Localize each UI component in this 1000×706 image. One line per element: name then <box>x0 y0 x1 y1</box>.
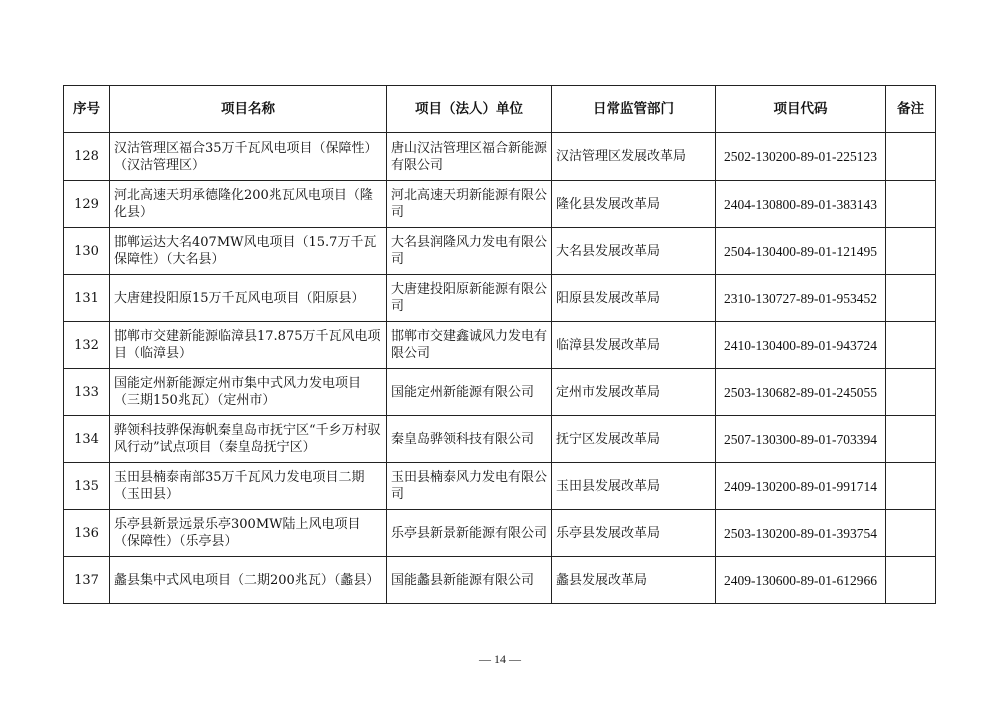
cell-name: 国能定州新能源定州市集中式风力发电项目（三期150兆瓦）（定州市） <box>110 369 387 416</box>
cell-note <box>886 416 936 463</box>
table-row <box>64 557 936 604</box>
cell-no: 135 <box>64 463 110 510</box>
cell-dept: 阳原县发展改革局 <box>552 275 716 322</box>
table-row <box>64 322 936 369</box>
cell-unit: 邯郸市交建鑫诚风力发电有限公司 <box>387 322 552 369</box>
cell-unit: 大名县润隆风力发电有限公司 <box>387 228 552 275</box>
cell-dept: 定州市发展改革局 <box>552 369 716 416</box>
cell-code: 2409-130600-89-01-612966 <box>716 557 886 604</box>
cell-code: 2504-130400-89-01-121495 <box>716 228 886 275</box>
cell-no: 136 <box>64 510 110 557</box>
cell-note <box>886 557 936 604</box>
header-no: 序号 <box>64 86 110 133</box>
cell-unit: 玉田县楠泰风力发电有限公司 <box>387 463 552 510</box>
cell-dept: 隆化县发展改革局 <box>552 181 716 228</box>
table-row <box>64 133 936 181</box>
cell-code: 2507-130300-89-01-703394 <box>716 416 886 463</box>
table-row <box>64 369 936 416</box>
cell-name: 河北高速天玥承德隆化200兆瓦风电项目（隆化县） <box>110 181 387 228</box>
cell-no: 133 <box>64 369 110 416</box>
cell-note <box>886 275 936 322</box>
cell-name: 大唐建投阳原15万千瓦风电项目（阳原县） <box>110 275 387 322</box>
cell-code: 2503-130200-89-01-393754 <box>716 510 886 557</box>
cell-dept: 乐亭县发展改革局 <box>552 510 716 557</box>
cell-note <box>886 322 936 369</box>
cell-no: 128 <box>64 133 110 181</box>
table-body <box>64 133 936 604</box>
cell-note <box>886 510 936 557</box>
cell-note <box>886 369 936 416</box>
cell-dept: 蠡县发展改革局 <box>552 557 716 604</box>
cell-code: 2310-130727-89-01-953452 <box>716 275 886 322</box>
project-table <box>63 85 936 604</box>
page-number: — 14 — <box>479 652 521 666</box>
cell-name: 邯郸市交建新能源临漳县17.875万千瓦风电项目（临漳县） <box>110 322 387 369</box>
table-row <box>64 463 936 510</box>
cell-dept: 大名县发展改革局 <box>552 228 716 275</box>
cell-note <box>886 228 936 275</box>
cell-unit: 秦皇岛骅领科技有限公司 <box>387 416 552 463</box>
cell-dept: 抚宁区发展改革局 <box>552 416 716 463</box>
header-code: 项目代码 <box>716 86 886 133</box>
table-row <box>64 181 936 228</box>
cell-no: 137 <box>64 557 110 604</box>
cell-unit: 唐山汉沽管理区福合新能源有限公司 <box>387 133 552 181</box>
table-row <box>64 416 936 463</box>
cell-note <box>886 181 936 228</box>
cell-dept: 汉沽管理区发展改革局 <box>552 133 716 181</box>
cell-name: 邯郸运达大名407MW风电项目（15.7万千瓦保障性）（大名县） <box>110 228 387 275</box>
cell-unit: 国能蠡县新能源有限公司 <box>387 557 552 604</box>
cell-name: 骅领科技骅保海帆秦皇岛市抚宁区“千乡万村驭风行动”试点项目（秦皇岛抚宁区） <box>110 416 387 463</box>
cell-unit: 乐亭县新景新能源有限公司 <box>387 510 552 557</box>
cell-code: 2410-130400-89-01-943724 <box>716 322 886 369</box>
cell-note <box>886 133 936 181</box>
cell-unit: 国能定州新能源有限公司 <box>387 369 552 416</box>
cell-unit: 大唐建投阳原新能源有限公司 <box>387 275 552 322</box>
cell-dept: 临漳县发展改革局 <box>552 322 716 369</box>
cell-no: 130 <box>64 228 110 275</box>
cell-no: 132 <box>64 322 110 369</box>
table-row <box>64 228 936 275</box>
cell-name: 蠡县集中式风电项目（二期200兆瓦）（蠡县） <box>110 557 387 604</box>
cell-no: 131 <box>64 275 110 322</box>
header-dept: 日常监管部门 <box>552 86 716 133</box>
cell-dept: 玉田县发展改革局 <box>552 463 716 510</box>
cell-unit: 河北高速天玥新能源有限公司 <box>387 181 552 228</box>
header-unit: 项目（法人）单位 <box>387 86 552 133</box>
table-header <box>64 86 936 133</box>
header-name: 项目名称 <box>110 86 387 133</box>
cell-name: 玉田县楠泰南部35万千瓦风力发电项目二期（玉田县） <box>110 463 387 510</box>
cell-name: 乐亭县新景远景乐亭300MW陆上风电项目（保障性）（乐亭县） <box>110 510 387 557</box>
cell-no: 134 <box>64 416 110 463</box>
cell-name: 汉沽管理区福合35万千瓦风电项目（保障性）（汉沽管理区） <box>110 133 387 181</box>
header-row <box>64 86 936 133</box>
cell-code: 2502-130200-89-01-225123 <box>716 133 886 181</box>
table-row <box>64 510 936 557</box>
cell-no: 129 <box>64 181 110 228</box>
table-row <box>64 275 936 322</box>
cell-code: 2404-130800-89-01-383143 <box>716 181 886 228</box>
cell-note <box>886 463 936 510</box>
cell-code: 2409-130200-89-01-991714 <box>716 463 886 510</box>
cell-code: 2503-130682-89-01-245055 <box>716 369 886 416</box>
header-note: 备注 <box>886 86 936 133</box>
